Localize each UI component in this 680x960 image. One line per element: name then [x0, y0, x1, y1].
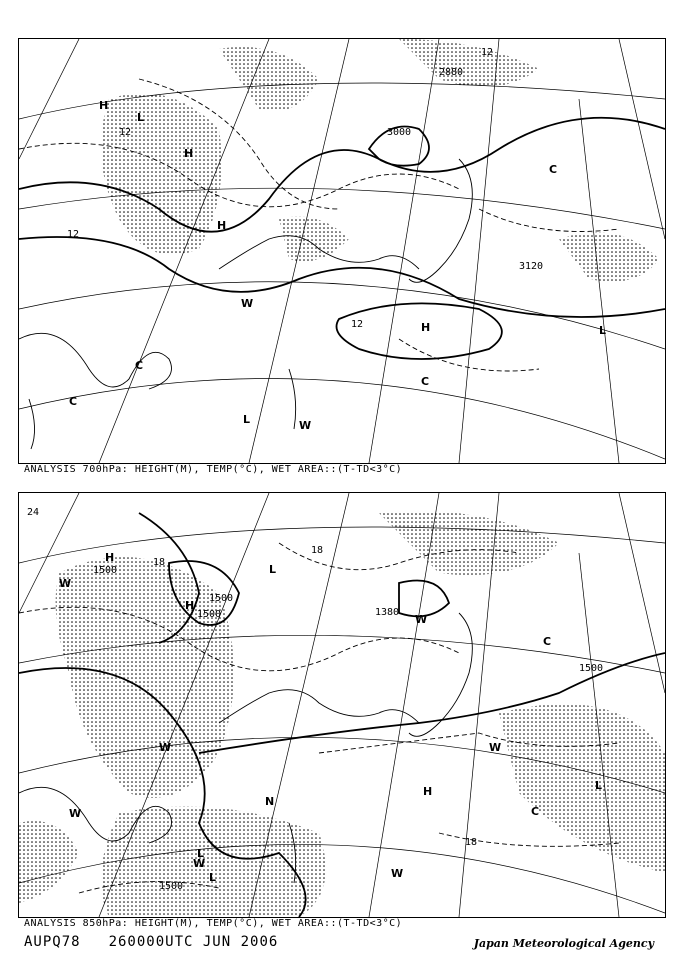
system-marker: W [391, 867, 404, 880]
system-marker: H [185, 599, 195, 612]
system-marker: H [421, 321, 431, 334]
chart-identifier [24, 934, 306, 950]
system-marker: W [415, 613, 428, 626]
system-marker: N [265, 795, 275, 808]
contour-label: 1500 [159, 881, 184, 892]
system-marker: H [105, 551, 115, 564]
contour-label: 2880 [439, 67, 464, 78]
contour-label: 1500 [209, 593, 234, 604]
system-marker: C [549, 163, 558, 176]
system-marker: W [299, 419, 312, 432]
map-panel-850hpa [18, 492, 666, 918]
system-marker: L [269, 563, 277, 576]
system-marker: W [489, 741, 502, 754]
contour-label: 12 [481, 47, 494, 58]
system-marker: L [137, 111, 145, 124]
map-700hpa-svg [19, 39, 665, 463]
system-marker: C [421, 375, 430, 388]
contour-label: 3000 [387, 127, 412, 138]
contour-label: 12 [67, 229, 80, 240]
map-850hpa-svg [19, 493, 665, 917]
contour-label: 12 [119, 127, 132, 138]
system-marker: L [243, 413, 251, 426]
contour-label: 1500 [93, 565, 118, 576]
valid-time: 260000UTC JUN 2006 [108, 934, 279, 950]
system-marker: C [543, 635, 552, 648]
panel-caption-700hpa: ANALYSIS 700hPa: HEIGHT(M), TEMP(°C), WET AREA::(T-TD<3°C) [24, 464, 403, 475]
system-marker: H [217, 219, 227, 232]
system-marker: L [595, 779, 603, 792]
system-marker: W [159, 741, 172, 754]
system-marker: H [99, 99, 109, 112]
system-marker: W [59, 577, 72, 590]
system-marker: L [209, 871, 217, 884]
map-panel-700hpa [18, 38, 666, 464]
system-marker: C [69, 395, 78, 408]
agency-credit: Japan Meteorological Agency [473, 937, 654, 950]
system-marker: C [531, 805, 540, 818]
system-marker: C [135, 359, 144, 372]
contour-label: 3120 [519, 261, 544, 272]
contour-label: 1500 [197, 609, 222, 620]
contour-label: 18 [465, 837, 478, 848]
contour-label: 1500 [579, 663, 604, 674]
system-marker: H [184, 147, 194, 160]
panel-caption-850hpa: ANALYSIS 850hPa: HEIGHT(M), TEMP(°C), WET AREA::(T-TD<3°C) [24, 918, 403, 929]
system-marker: W [69, 807, 82, 820]
chart-code: AUPQ78 [24, 934, 81, 950]
contour-label: 24 [27, 507, 40, 518]
contour-label: 12 [351, 319, 364, 330]
system-marker: L [197, 847, 205, 860]
contour-label: 18 [153, 557, 166, 568]
system-marker: W [241, 297, 254, 310]
system-marker: L [599, 324, 607, 337]
system-marker: W [193, 857, 206, 870]
contour-label: 1380 [375, 607, 400, 618]
system-marker: H [423, 785, 433, 798]
contour-label: 18 [311, 545, 324, 556]
